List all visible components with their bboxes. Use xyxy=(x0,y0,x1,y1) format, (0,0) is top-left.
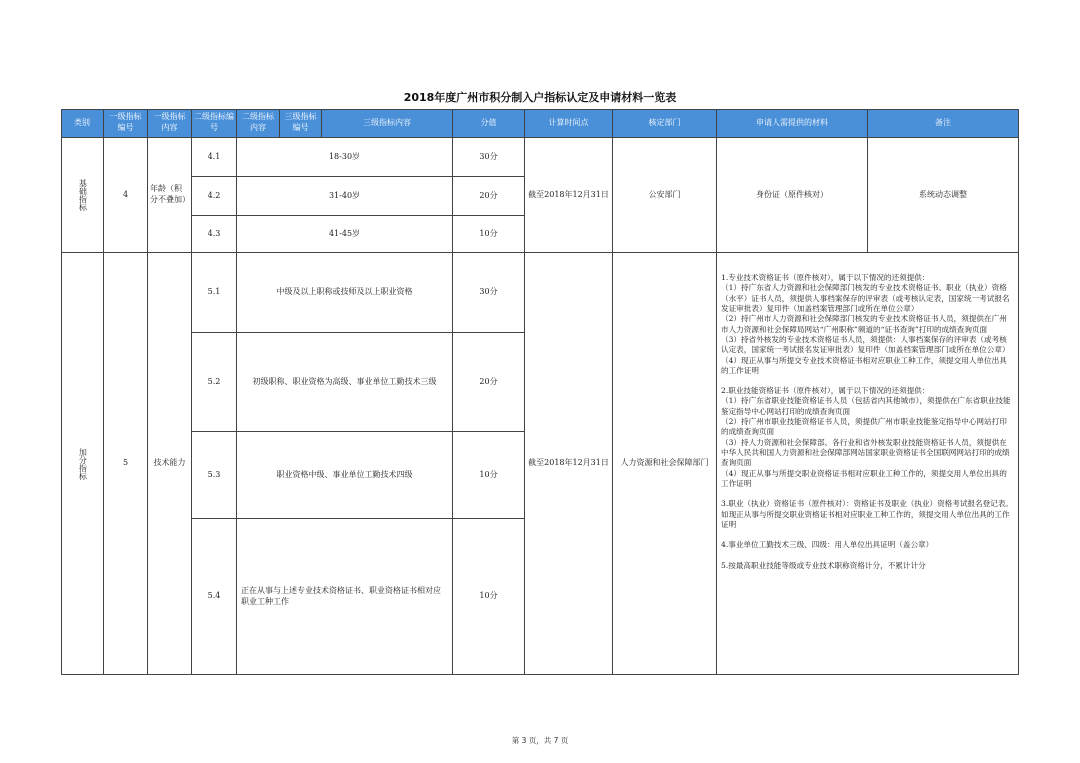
basic-row-code: 4.2 xyxy=(192,177,237,216)
material-item: （2）持广州市人力资源和社会保障部门核发的专业技术资格证书人员，须提供在广州市人力资源和社会保障局网站“广州职称”频道的“证书查询”打印的成绩查询页面 xyxy=(721,314,1007,334)
bonus-row-code: 5.4 xyxy=(192,519,237,675)
header-l2-content: 二级指标内容 xyxy=(237,109,280,138)
basic-department: 公安部门 xyxy=(613,138,717,253)
bonus-category: 加分指标 xyxy=(61,253,104,675)
material-item: （4）现正从事与所提交专业技术资格证书相对应职业工种工作，须提交用人单位出具的工作证明 xyxy=(721,355,1007,375)
header-l3-content: 三级指标内容 xyxy=(322,109,453,138)
header-score: 分值 xyxy=(453,109,525,138)
bonus-row-score: 30分 xyxy=(453,253,525,333)
basic-row-code: 4.1 xyxy=(192,138,237,177)
indicator-table xyxy=(61,109,1019,675)
material-item: （4）现正从事与所提交职业资格证书相对应职业工种工作的，须提交用人单位出具的工作证明 xyxy=(721,468,1007,488)
bonus-department: 人力资源和社会保障部门 xyxy=(613,253,717,675)
material-item: 4.事业单位工勤技术三级、四级：用人单位出具证明（盖公章） xyxy=(721,540,934,550)
header-l3-code: 三级指标编号 xyxy=(280,109,322,138)
header-l1-content: 一级指标内容 xyxy=(148,109,192,138)
page-title: 2018年度广州市积分制入户指标认定及申请材料一览表 xyxy=(403,91,677,104)
page-footer: 第 3 页，共 7 页 xyxy=(511,736,569,745)
basic-l1-code: 4 xyxy=(104,138,148,253)
material-item: （3）持人力资源和社会保障部、各行业和省外核发职业技能资格证书人员，须提供在中华人民共和国人力资源和社会保障部网站国家职业资格证书全国联网网站打印的成绩查询页面 xyxy=(721,437,1010,468)
basic-row-code: 4.3 xyxy=(192,216,237,253)
header-l2-code: 二级指标编号 xyxy=(192,109,237,138)
bonus-l1-code: 5 xyxy=(104,253,148,675)
header-remarks: 备注 xyxy=(868,109,1019,138)
basic-row-score: 20分 xyxy=(453,177,525,216)
basic-materials: 身份证（原件核对） xyxy=(717,138,868,253)
bonus-row-code: 5.3 xyxy=(192,432,237,519)
basic-row-content: 31-40岁 xyxy=(237,177,453,216)
bonus-row-content: 职业资格中级、事业单位工勤技术四级 xyxy=(237,432,453,519)
bonus-l1-content: 技术能力 xyxy=(148,253,192,675)
material-item: （1）持广东省职业技能资格证书人员（包括省内其他城市），须提供在广东省职业技能鉴定指导中心网站打印的成绩查询页面 xyxy=(721,396,1011,416)
basic-row-score: 30分 xyxy=(453,138,525,177)
basic-row-score: 10分 xyxy=(453,216,525,253)
material-item: 5.按最高职业技能等级或专业技术职称资格计分，不累计计分 xyxy=(721,560,926,570)
bonus-time-point: 截至2018年12月31日 xyxy=(525,253,613,675)
bonus-row-content: 初级职称、职业资格为高级、事业单位工勤技术三级 xyxy=(237,333,453,432)
header-time-point: 计算时间点 xyxy=(525,109,613,138)
basic-time-point: 截至2018年12月31日 xyxy=(525,138,613,253)
material-item: （2）持广州市职业技能资格证书人员，须提供广州市职业技能鉴定指导中心网站打印的成绩查询页面 xyxy=(721,417,1007,437)
basic-category: 基础指标 xyxy=(61,138,104,253)
bonus-row-score: 20分 xyxy=(453,333,525,432)
material-item: 1.专业技术资格证书（原件核对），属于以下情况的还须提供： xyxy=(721,273,930,282)
bonus-row-score: 10分 xyxy=(453,432,525,519)
material-item: （3）持省外核发的专业技术资格证书人员，须提供：人事档案保存的评审表（或考核认定表，国家统一考试报名发证审批表）复印件（加盖档案管理部门或所在单位公章） xyxy=(721,334,1010,355)
bonus-row-code: 5.1 xyxy=(192,253,237,333)
material-item: 3.职业（执业）资格证书（原件核对）：资格证书及职业（执业）资格考试报名登记表。如现正从事与所提交职业资格证书相对应职业工种工作的，须提交用人单位出具的工作证明 xyxy=(721,499,1014,529)
header-category: 类别 xyxy=(61,109,104,138)
basic-remarks: 系统动态调整 xyxy=(868,138,1019,253)
header-l1-code: 一级指标编号 xyxy=(104,109,148,138)
header-materials: 申请人需提供的材料 xyxy=(717,109,868,138)
material-item: 2.职业技能资格证书（原件核对），属于以下情况的还须提供： xyxy=(721,386,930,396)
bonus-row-content: 中级及以上职称或技师及以上职业资格 xyxy=(237,253,453,333)
bonus-row-content: 正在从事与上述专业技术资格证书、职业资格证书相对应职业工种工作 xyxy=(237,519,453,675)
material-item: （1）持广东省人力资源和社会保障部门核发的专业技术资格证书、职业（执业）资格（水平）证书人员，须提供人事档案保存的评审表（或考核认定表，国家统一考试报名发证审批表）复印件（加盖档案管理部门或所在单位公章） xyxy=(721,283,1010,313)
basic-row-content: 41-45岁 xyxy=(237,216,453,253)
bonus-row-score: 10分 xyxy=(453,519,525,675)
basic-row-content: 18-30岁 xyxy=(237,138,453,177)
header-department: 核定部门 xyxy=(613,109,717,138)
basic-l1-content: 年龄（积分不叠加） xyxy=(148,138,192,253)
bonus-materials xyxy=(717,253,1019,675)
bonus-row-code: 5.2 xyxy=(192,333,237,432)
